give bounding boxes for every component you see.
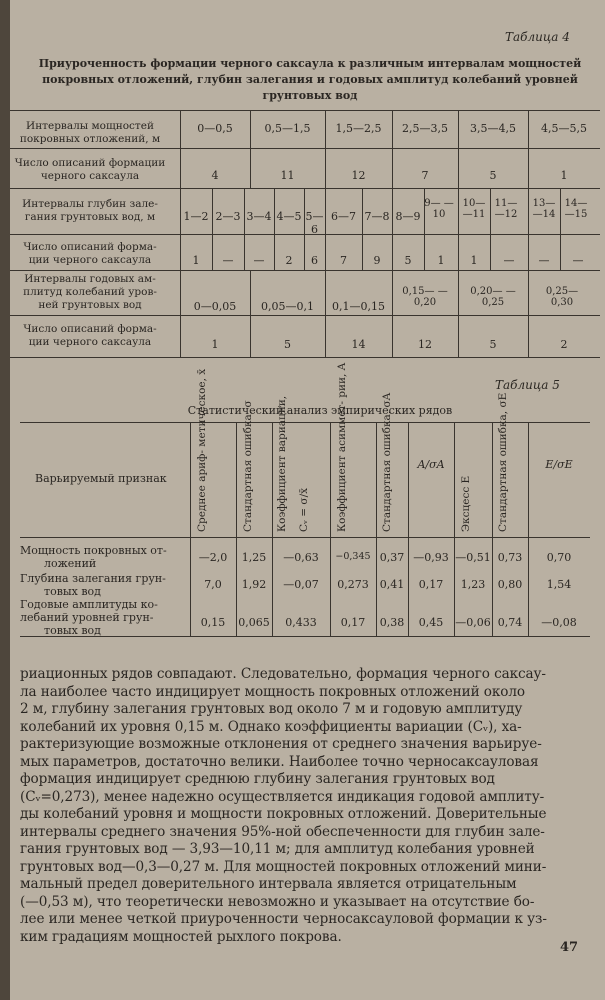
- text-line: риационных рядов совпадают. Следовательно, формация черного саксау-: [20, 666, 546, 682]
- page-number: 47: [560, 940, 579, 955]
- col-header-variation-formula: Cᵥ = σ/x̄: [298, 487, 310, 532]
- table-cell: 0,433: [285, 616, 317, 629]
- row-label-description-count: Число описаний формации черного саксаула: [14, 157, 166, 182]
- col-header-variation: Коэффициент вариации,: [276, 395, 288, 532]
- table-cell: 0,41: [379, 578, 405, 591]
- table-cell: 1: [437, 254, 445, 267]
- table5-row-label: Глубина залегания грун- товых вод: [20, 572, 166, 598]
- table-cell: 10— —11: [462, 198, 486, 220]
- table-cell: 12: [418, 338, 432, 351]
- text-line: ла наиболее часто индицирует мощность покровных отложений около: [20, 683, 525, 700]
- table-cell: 9— —10: [424, 198, 454, 220]
- table-cell: 5—6: [305, 210, 324, 236]
- table-cell: 5: [284, 338, 291, 351]
- table-cell: 0,273: [337, 578, 369, 591]
- table-cell: 0,80: [497, 578, 523, 591]
- table-cell: 5: [489, 169, 497, 182]
- table-cell: —: [222, 254, 234, 267]
- row-label-annual-amplitude: Интервалы годовых ам- плитуд колебаний уров- ней грунтовых вод: [23, 273, 157, 311]
- table-cell: 3,5—4,5: [470, 122, 516, 135]
- table-cell: 11: [280, 169, 295, 182]
- table-cell: 1,25: [241, 551, 267, 564]
- text-line: грунтовых вод—0,3—0,27 м. Для мощностей покровных отложений мини-: [20, 858, 547, 875]
- table5-caption: Статистический анализ эмпирических рядов: [187, 404, 453, 417]
- table-cell: 6—7: [331, 210, 356, 223]
- table-cell: 1: [470, 254, 478, 267]
- table-cell: —: [538, 254, 550, 267]
- table-cell: 0,17: [340, 616, 366, 629]
- table-cell: 7—8: [364, 210, 390, 223]
- table-cell: 5: [404, 254, 412, 267]
- text-line: 2 м, глубину залегания грунтовых вод около 7 м и годовую амплитуду: [20, 701, 523, 717]
- table-cell: 0,20— —0,25: [470, 286, 516, 308]
- table-cell: 0,15— —0,20: [402, 286, 448, 308]
- table-cell: 1,54: [546, 578, 572, 591]
- table-cell: 2—3: [215, 210, 241, 223]
- table-cell: 11— —12: [494, 198, 518, 220]
- col-header-asymmetry: Коэффициент асиммет- рии, A: [336, 362, 348, 532]
- col-header-a-ratio: A/σA: [417, 458, 445, 471]
- row-label-thickness-intervals: Интервалы мощностей покровных отложений, м: [19, 120, 161, 145]
- col-header-std-error: Стандартная ошибка, σ: [242, 400, 254, 532]
- row-label-description-count: Число описаний форма- ции черного саксаула: [23, 241, 157, 266]
- table-cell: —2,0: [198, 551, 228, 564]
- table-cell: 1: [560, 169, 568, 182]
- text-line: интервалы среднего значения 95%-ной обеспеченности для глубин зале-: [20, 823, 545, 840]
- table-cell: —0,63: [283, 551, 319, 564]
- table-cell: 14— —15: [564, 198, 588, 220]
- table-cell: —0,06: [455, 616, 491, 629]
- row-label-groundwater-depth: Интервалы глубин зале- гания грунтовых вод, м: [22, 198, 158, 223]
- table-cell: 1: [211, 338, 219, 351]
- col-header-std-error-e: Стандартная ошибка, σE: [497, 392, 509, 532]
- table-cell: 1: [192, 254, 200, 267]
- table-cell: 2: [560, 338, 568, 351]
- table-cell: −0,345: [335, 551, 371, 562]
- table-cell: 0,73: [497, 551, 523, 564]
- table-cell: —0,93: [413, 551, 449, 564]
- text-line: мальный предел доверительного интервала является отрицательным: [20, 876, 517, 892]
- table4-caption-line: Приуроченность формации черного саксаула к различным интервалам мощностей: [38, 57, 582, 70]
- table-cell: 0—0,05: [193, 300, 237, 313]
- table-cell: 0,5—1,5: [264, 122, 311, 135]
- text-line: (—0,53 м), что теоретически невозможно и указывает на отсутствие бо-: [20, 893, 535, 910]
- table-cell: 3—4: [246, 210, 272, 223]
- table-cell: 2: [285, 254, 293, 267]
- table-cell: 1—2: [183, 210, 209, 223]
- table-cell: 0,05—0,1: [261, 300, 314, 313]
- table5-row-label: Мощность покровных от- ложений: [20, 544, 167, 570]
- table-cell: 4: [211, 169, 219, 182]
- table-cell: 0,1—0,15: [332, 300, 385, 313]
- table4-caption: [30, 56, 590, 104]
- table-cell: —: [253, 254, 265, 267]
- table-cell: 0—0,5: [197, 122, 233, 135]
- table-cell: 0,70: [546, 551, 572, 564]
- table-cell: 1,5—2,5: [335, 122, 382, 135]
- table5-row-label: Годовые амплитуды ко- лебаний уровней грун- товых вод: [20, 598, 158, 637]
- text-line: мых параметров, достаточно велики. Наиболее точно черносаксауловая: [20, 753, 539, 770]
- table-cell: 0,065: [238, 616, 270, 629]
- table-cell: 0,37: [379, 551, 405, 564]
- table-cell: —: [572, 254, 584, 267]
- table4-caption-line: покровных отложений, глубин залегания и годовых амплитуд колебаний уровней: [42, 73, 578, 86]
- table-cell: —: [503, 254, 515, 267]
- table-cell: 1,92: [241, 578, 267, 591]
- table-cell: 12: [351, 169, 366, 182]
- text-line: (Cᵥ=0,273), менее надежно осуществляется индикация годовой амплиту-: [20, 788, 545, 805]
- table-cell: 0,15: [200, 616, 226, 629]
- table-cell: —0,51: [455, 551, 491, 564]
- table-cell: 7: [340, 254, 347, 267]
- table-cell: 2,5—3,5: [402, 122, 448, 135]
- text-line: ды колебаний уровня и мощности покровных отложений. Доверительные: [20, 806, 547, 822]
- table-cell: 4—5: [276, 210, 302, 223]
- col-header-std-error-a: Стандартная ошибка, σA: [381, 392, 393, 532]
- text-line: колебаний их уровня 0,15 м. Однако коэффициенты вариации (Cᵥ), ха-: [20, 718, 522, 735]
- text-line: лее или менее четкой приуроченности черносаксауловой формации к уз-: [20, 911, 547, 927]
- table-cell: 13— —14: [532, 198, 556, 220]
- col-header-e-ratio: E/σE: [545, 458, 573, 471]
- body-text: [20, 666, 588, 946]
- table5-number: Таблица 5: [495, 378, 560, 392]
- text-line: рактеризующие возможные отклонения от среднего значения варьируе-: [20, 736, 542, 752]
- table-cell: 0,38: [379, 616, 405, 629]
- table4-caption-line: грунтовых вод: [262, 89, 358, 102]
- table-cell: 1,23: [460, 578, 486, 591]
- table5-header-label: Варьируемый признак: [35, 472, 167, 485]
- table-cell: 4,5—5,5: [541, 122, 587, 135]
- table-cell: 0,74: [497, 616, 523, 629]
- table-cell: 7: [421, 169, 429, 182]
- table-cell: 6: [311, 254, 318, 267]
- table-cell: 14: [351, 338, 366, 351]
- text-line: гания грунтовых вод — 3,93—10,11 м; для амплитуд колебания уровней: [20, 841, 535, 857]
- table-cell: 0,17: [418, 578, 444, 591]
- table-cell: 0,25— 0,30: [545, 286, 579, 308]
- table-cell: 8—9: [395, 210, 421, 223]
- col-header-excess: Эксцесс E: [460, 475, 472, 532]
- table-cell: 9: [373, 254, 381, 267]
- col-header-mean: Среднее ариф- метическое, x̄: [196, 368, 208, 532]
- table4: [0, 110, 605, 358]
- text-line: формация индицирует среднюю глубину залегания грунтовых вод: [20, 771, 495, 787]
- table-cell: 5: [489, 338, 497, 351]
- table-cell: —0,07: [283, 578, 319, 591]
- text-line: ким градациям мощностей рыхлого покрова.: [20, 928, 342, 945]
- table-cell: —0,08: [541, 616, 577, 629]
- row-label-description-count: Число описаний форма- ции черного саксаула: [23, 323, 157, 348]
- table-cell: 7,0: [204, 578, 222, 591]
- table4-number: Таблица 4: [505, 30, 570, 44]
- table-cell: 0,45: [418, 616, 444, 629]
